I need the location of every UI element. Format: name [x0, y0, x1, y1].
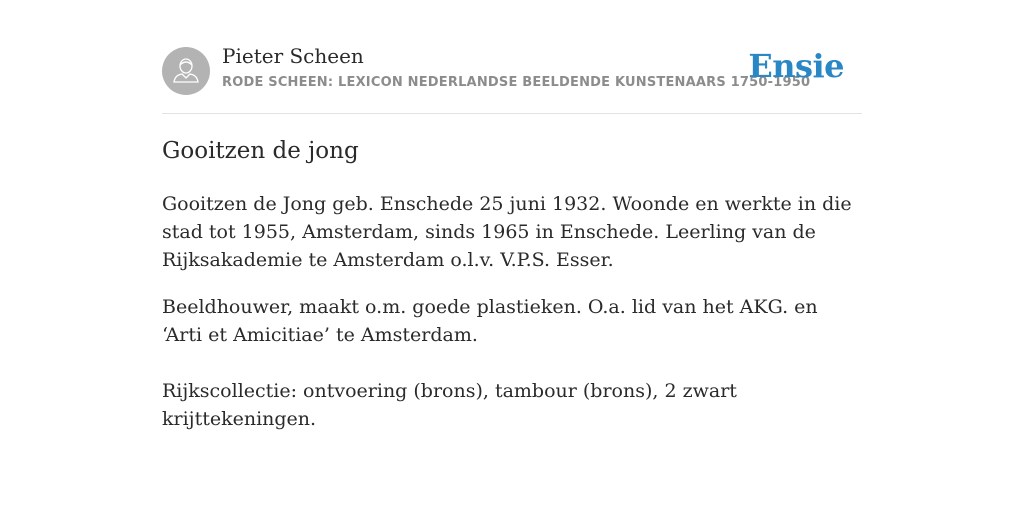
- avatar[interactable]: [162, 47, 210, 95]
- article-card: [162, 0, 862, 430]
- article-header: [162, 0, 862, 114]
- article-title: Gooitzen de jong: [162, 138, 359, 164]
- article-paragraph: Rijkscollectie: ontvoering (brons), tambour (brons), 2 zwart krijttekeningen.: [162, 380, 737, 430]
- ensie-logo[interactable]: Ensie: [748, 47, 844, 85]
- article-paragraph: Gooitzen de Jong geb. Enschede 25 juni 1932. Woonde en werkte in die stad tot 1955, Amsterdam, sinds 1965 in Enschede. Leerling van de Rijksakademie te Amsterdam o.l.v. V.P.S. Esser.: [162, 193, 852, 271]
- user-silhouette-icon: [162, 47, 210, 95]
- source-title[interactable]: RODE SCHEEN: LEXICON NEDERLANDSE BEELDENDE KUNSTENAARS 1750-1950: [222, 75, 811, 90]
- article-body: [162, 190, 862, 433]
- article-paragraph: Beeldhouwer, maakt o.m. goede plastieken. O.a. lid van het AKG. en ‘Arti et Amicitiae’ te Amsterdam.: [162, 296, 818, 346]
- author-name[interactable]: Pieter Scheen: [222, 44, 364, 68]
